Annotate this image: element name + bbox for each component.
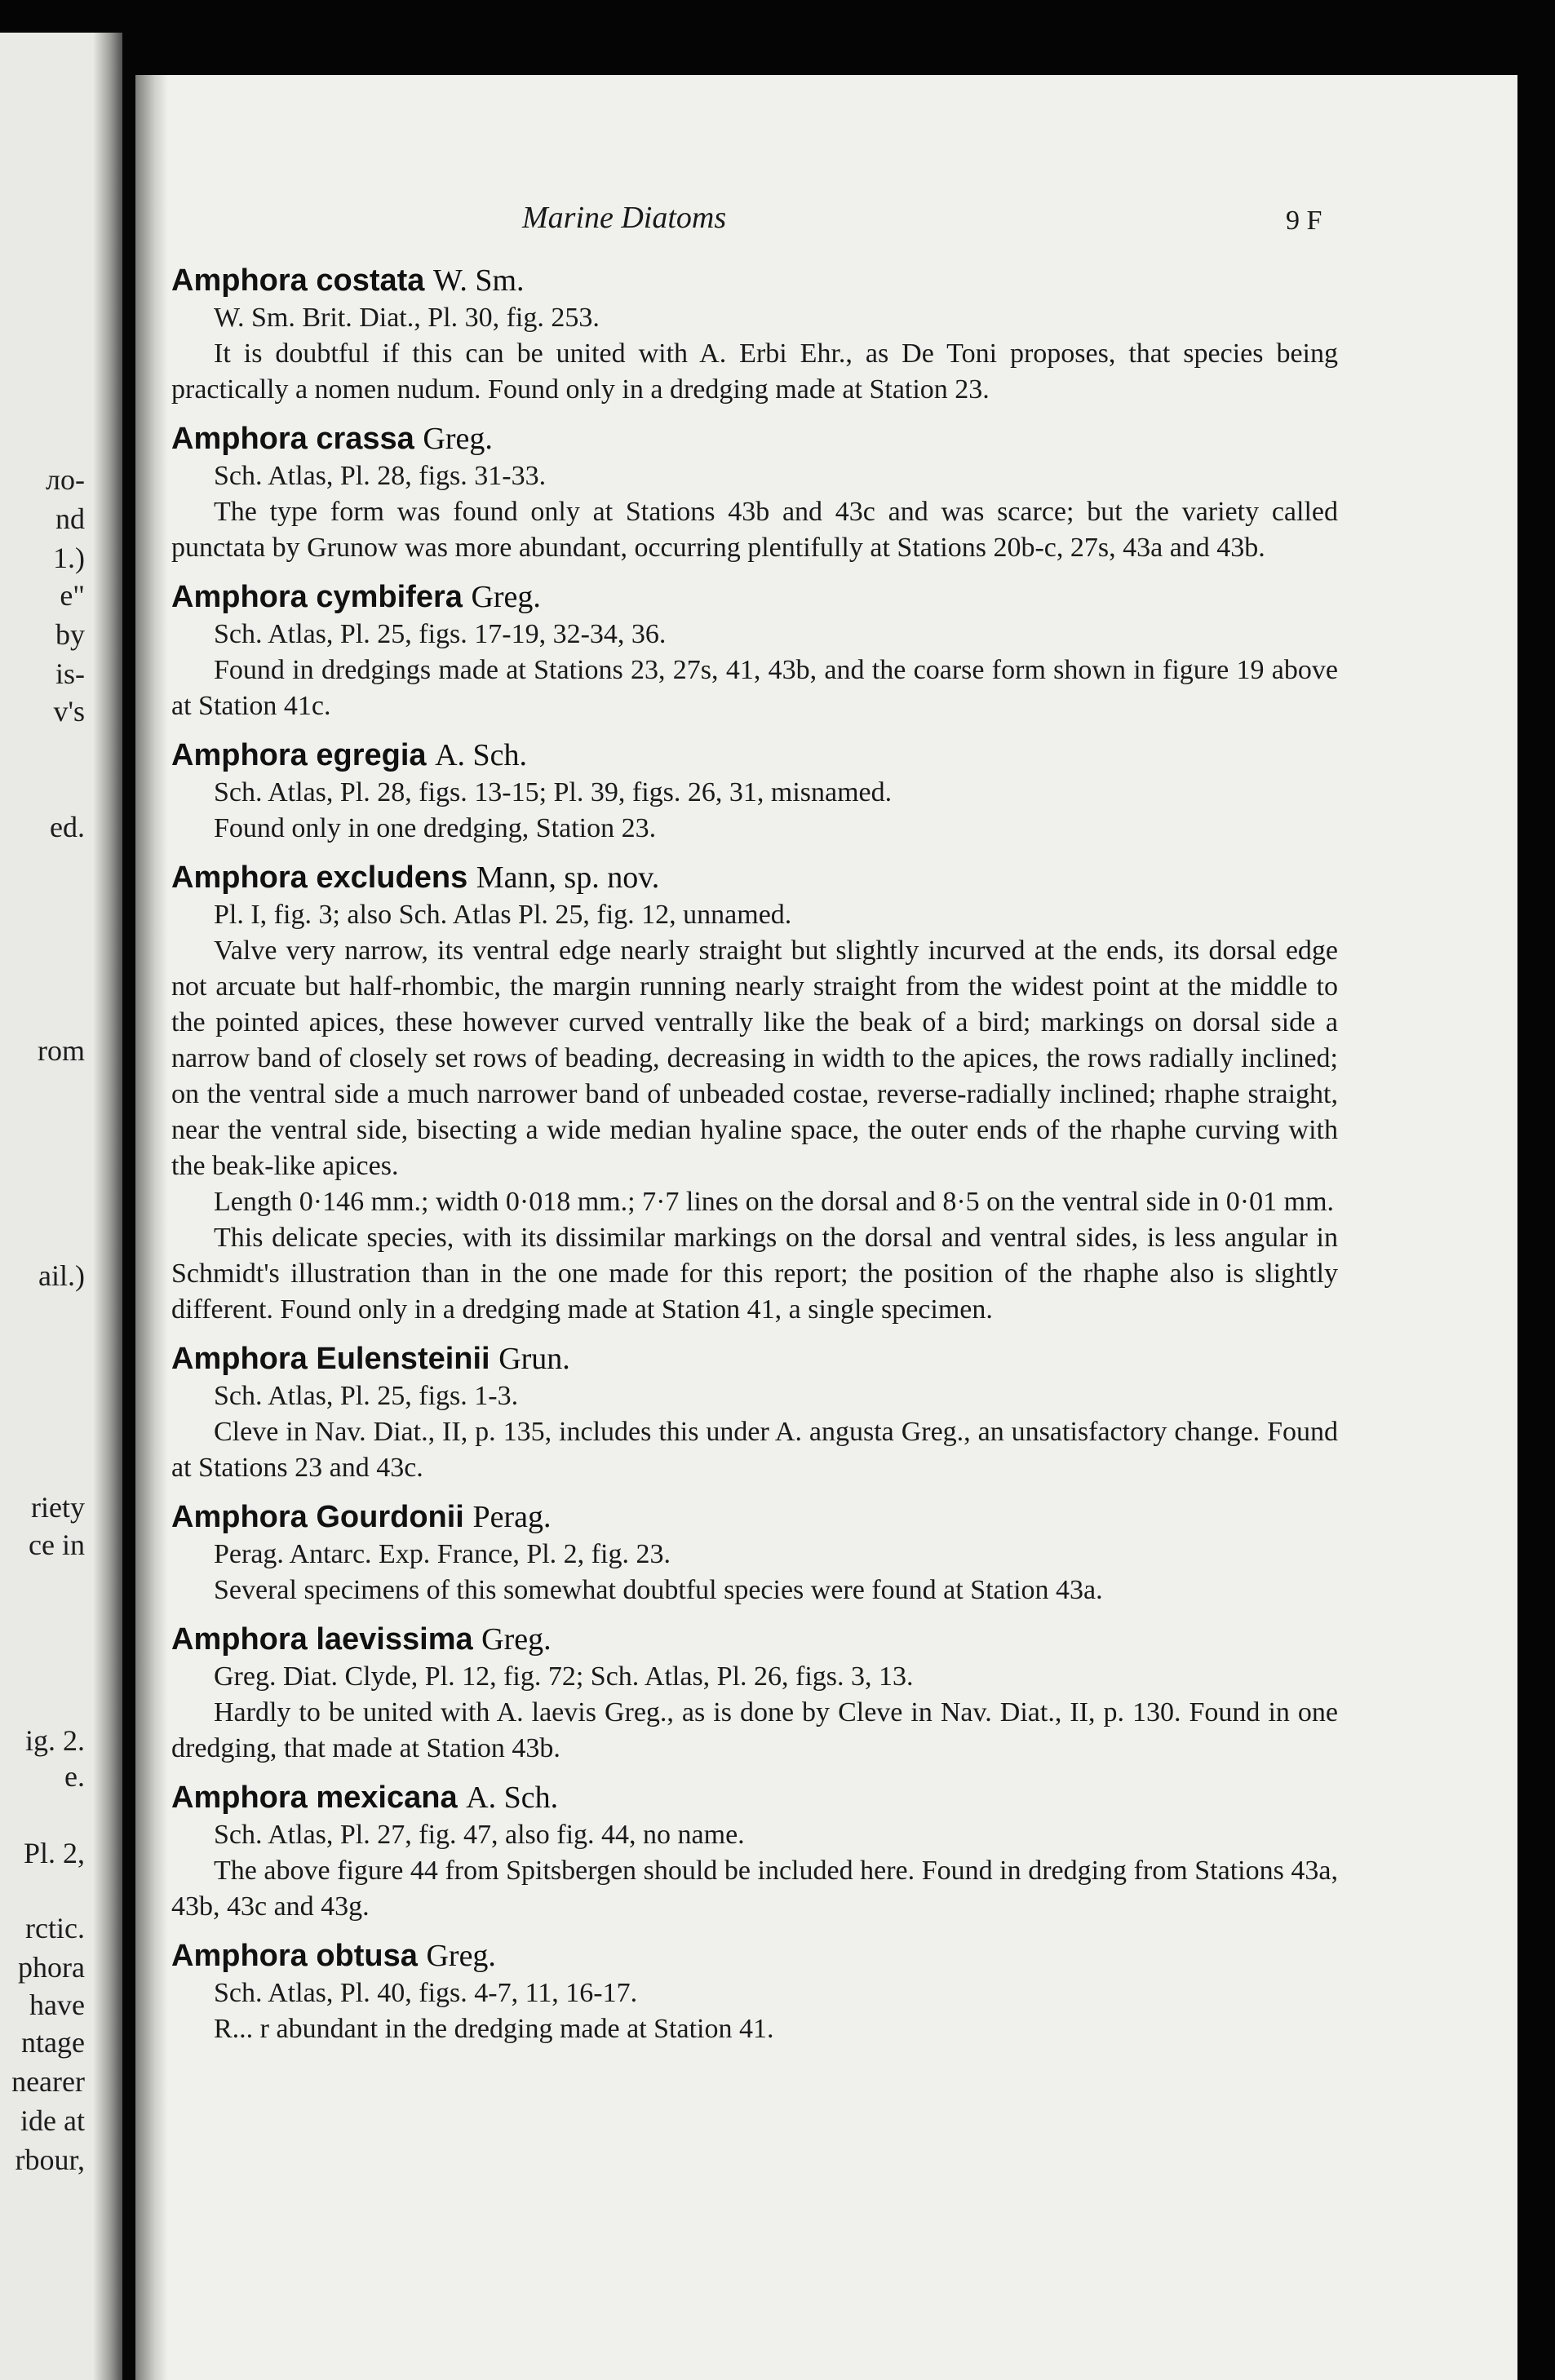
previous-page-line-fragment: by	[55, 618, 85, 651]
species-description: Cleve in Nav. Diat., II, p. 135, includes this under A. angusta Greg., an unsatisfactory change. Found at Stations 23 and 43c.	[171, 1417, 1338, 1483]
species-description: R... r abundant in the dredging made at Station 41.	[214, 2014, 774, 2044]
previous-page-line-fragment: rbour,	[15, 2143, 85, 2176]
species-reference: Perag. Antarc. Exp. France, Pl. 2, fig. 23.	[214, 1539, 671, 1569]
previous-page-line-fragment: ce in	[29, 1528, 85, 1561]
previous-page-line-fragment: ed.	[50, 811, 85, 843]
species-name: Amphora costata	[171, 263, 425, 298]
previous-page-line-fragment: Pl. 2,	[23, 1837, 85, 1869]
previous-page-line-fragment: ide at	[20, 2104, 85, 2137]
species-reference: Sch. Atlas, Pl. 28, figs. 13-15; Pl. 39, figs. 26, 31, misnamed.	[214, 777, 893, 807]
page-number: 9 F	[1286, 206, 1322, 236]
species-entry	[171, 736, 1338, 847]
previous-page-line-fragment: e"	[60, 579, 85, 612]
species-description-paragraph: This delicate species, with its dissimilar markings on the dorsal and ventral sides, is less angular in Schmidt's illustration than in the one made for this report; the position of the rhaphe also is slightly different. Found only in a dredging made at Station 41, a single specimen.	[171, 1223, 1338, 1325]
species-entry	[171, 419, 1338, 566]
species-authority: A. Sch.	[466, 1781, 559, 1815]
species-description-paragraph: Length 0·146 mm.; width 0·018 mm.; 7·7 lines on the dorsal and 8·5 on the ventral side in 0·01 mm.	[214, 1187, 1335, 1217]
previous-page-fragment	[0, 33, 122, 2380]
species-entry	[171, 1497, 1338, 1608]
previous-page-line-fragment: rom	[38, 1034, 85, 1067]
species-name: Amphora Gourdonii	[171, 1500, 464, 1534]
species-name: Amphora egregia	[171, 738, 427, 772]
species-reference: Sch. Atlas, Pl. 25, figs. 17-19, 32-34, 36.	[214, 619, 667, 649]
species-heading	[171, 1339, 1338, 1378]
previous-page-line-fragment: riety	[31, 1491, 85, 1524]
species-entry	[171, 261, 1338, 408]
species-description: Found only in one dredging, Station 23.	[214, 813, 657, 843]
species-reference: Sch. Atlas, Pl. 25, figs. 1-3.	[214, 1381, 519, 1411]
species-entry	[171, 1339, 1338, 1486]
page-binding-shadow	[135, 75, 168, 2380]
species-authority: Mann, sp. nov.	[476, 860, 660, 895]
previous-page-line-fragment: v's	[53, 695, 85, 728]
species-authority: A. Sch.	[435, 738, 528, 772]
species-reference: Greg. Diat. Clyde, Pl. 12, fig. 72; Sch. Atlas, Pl. 26, figs. 3, 13.	[214, 1661, 914, 1692]
previous-page-line-fragment: ail.)	[38, 1259, 85, 1292]
previous-page-line-fragment: nd	[55, 502, 85, 535]
previous-page-line-fragment: ло-	[46, 463, 85, 496]
species-heading	[171, 261, 1338, 300]
species-heading	[171, 858, 1338, 897]
species-heading	[171, 1778, 1338, 1817]
previous-page-line-fragment: phora	[18, 1951, 85, 1984]
previous-page-line-fragment: ig. 2.	[24, 1724, 85, 1757]
page-gutter-shadow	[93, 33, 122, 2380]
species-authority: Greg.	[426, 1939, 496, 1973]
species-heading	[171, 1497, 1338, 1537]
species-entry	[171, 858, 1338, 1328]
species-reference: W. Sm. Brit. Diat., Pl. 30, fig. 253.	[214, 303, 600, 333]
species-heading	[171, 1620, 1338, 1659]
species-reference: Sch. Atlas, Pl. 27, fig. 47, also fig. 44, no name.	[214, 1820, 745, 1850]
species-authority: W. Sm.	[432, 263, 525, 298]
species-reference: Sch. Atlas, Pl. 40, figs. 4-7, 11, 16-17.	[214, 1978, 638, 2008]
species-description: Valve very narrow, its ventral edge nearly straight but slightly incurved at the ends, its dorsal edge not arcuate but half-rhombic, the margin running nearly straight from the widest point at the middle to the pointed apices, these however curved ventrally like the beak of a bird; markings on dorsal side a narrow band of closely set rows of beading, decreasing in width to the apices, the rows radially inclined; on the ventral side a much narrower band of unbeaded costae, reverse-radially inclined; rhaphe straight, near the ventral side, bisecting a wide median hyaline space, the outer ends of the rhaphe curving with the beak-like apices.	[171, 936, 1338, 1181]
previous-page-line-fragment: ntage	[21, 2026, 85, 2059]
running-head: Marine Diatoms	[522, 201, 727, 235]
species-authority: Greg.	[481, 1622, 552, 1657]
species-description: Several specimens of this somewhat doubtful species were found at Station 43a.	[214, 1575, 1103, 1605]
species-authority: Greg.	[423, 422, 493, 456]
species-name: Amphora obtusa	[171, 1939, 418, 1973]
species-entry-list	[171, 261, 1338, 2047]
species-description: It is doubtful if this can be united with A. Erbi Ehr., as De Toni proposes, that species being practically a nomen nudum. Found only in a dredging made at Station 23.	[171, 338, 1338, 405]
previous-page-line-fragment: 1.)	[53, 542, 85, 574]
species-heading	[171, 1936, 1338, 1975]
species-entry	[171, 577, 1338, 724]
species-name: Amphora cymbifera	[171, 580, 463, 614]
species-name: Amphora excludens	[171, 860, 468, 895]
previous-page-line-fragment: have	[29, 1988, 85, 2021]
species-name: Amphora Eulensteinii	[171, 1342, 490, 1376]
species-description: The type form was found only at Stations 43b and 43c and was scarce; but the variety called punctata by Grunow was more abundant, occurring plentifully at Stations 20b-c, 27s, 43a and 43b.	[171, 497, 1338, 563]
previous-page-line-fragment: rctic.	[25, 1912, 85, 1944]
species-heading	[171, 419, 1338, 458]
species-authority: Grun.	[498, 1342, 570, 1376]
species-entry	[171, 1778, 1338, 1925]
species-authority: Perag.	[472, 1500, 552, 1534]
species-entry	[171, 1936, 1338, 2047]
previous-page-line-fragment: nearer	[11, 2065, 85, 2098]
species-name: Amphora crassa	[171, 422, 414, 456]
species-name: Amphora mexicana	[171, 1781, 458, 1815]
species-heading	[171, 577, 1338, 617]
species-heading	[171, 736, 1338, 775]
species-name: Amphora laevissima	[171, 1622, 473, 1657]
previous-page-line-fragment: is-	[55, 657, 85, 690]
species-reference: Sch. Atlas, Pl. 28, figs. 31-33.	[214, 461, 547, 491]
species-reference: Pl. I, fig. 3; also Sch. Atlas Pl. 25, fig. 12, unnamed.	[214, 900, 792, 930]
species-description: Hardly to be united with A. laevis Greg., as is done by Cleve in Nav. Diat., II, p. 130. Found in one dredging, that made at Station 43b.	[171, 1697, 1338, 1763]
species-description: Found in dredgings made at Stations 23, 27s, 41, 43b, and the coarse form shown in figure 19 above at Station 41c.	[171, 655, 1338, 721]
page-content	[171, 261, 1338, 2059]
previous-page-line-fragment: e.	[64, 1760, 85, 1793]
species-authority: Greg.	[471, 580, 541, 614]
species-description: The above figure 44 from Spitsbergen should be included here. Found in dredging from Stations 43a, 43b, 43c and 43g.	[171, 1856, 1338, 1922]
species-entry	[171, 1620, 1338, 1767]
